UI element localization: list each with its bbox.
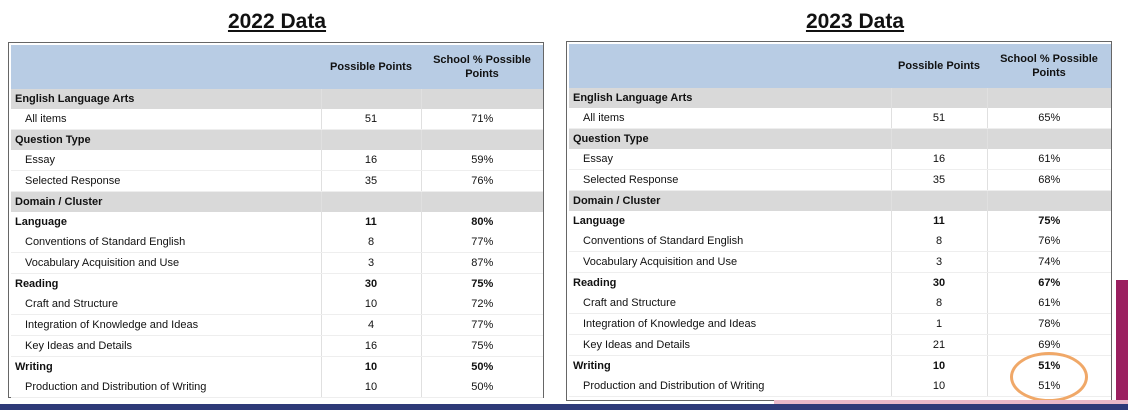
row-school-pct: 68% xyxy=(987,170,1111,191)
row-possible-points: 16 xyxy=(321,336,421,357)
row-label: Question Type xyxy=(11,130,321,151)
table-panel-2022 xyxy=(8,42,544,398)
table-row xyxy=(11,377,543,398)
row-school-pct: 72% xyxy=(421,294,543,315)
subtotal-row xyxy=(11,212,543,232)
row-school-pct: 77% xyxy=(421,315,543,336)
category-row xyxy=(569,191,1111,212)
header-blank xyxy=(569,44,891,88)
row-school-pct xyxy=(987,129,1111,150)
row-label: All items xyxy=(11,109,321,130)
row-possible-points: 21 xyxy=(891,335,987,356)
subtotal-row xyxy=(11,357,543,378)
table-row xyxy=(569,293,1111,314)
row-label: Language xyxy=(569,211,891,231)
row-school-pct: 77% xyxy=(421,232,543,253)
row-school-pct: 74% xyxy=(987,252,1111,273)
row-school-pct: 76% xyxy=(987,231,1111,252)
row-possible-points xyxy=(321,89,421,109)
heading-2022: 2022 Data xyxy=(227,10,327,33)
decorative-accent xyxy=(1116,280,1128,404)
category-row xyxy=(11,89,543,109)
table-row xyxy=(569,335,1111,356)
row-school-pct: 71% xyxy=(421,109,543,130)
row-school-pct: 75% xyxy=(421,336,543,357)
row-label: Production and Distribution of Writing xyxy=(569,376,891,397)
row-possible-points: 4 xyxy=(321,315,421,336)
table-row xyxy=(11,315,543,336)
row-possible-points: 11 xyxy=(891,211,987,231)
row-label: Vocabulary Acquisition and Use xyxy=(11,253,321,274)
table-panel-2023 xyxy=(566,41,1112,401)
row-possible-points: 35 xyxy=(321,171,421,192)
row-label: Reading xyxy=(569,273,891,294)
row-possible-points: 16 xyxy=(321,150,421,171)
row-possible-points: 16 xyxy=(891,149,987,170)
table-body-2022 xyxy=(11,89,543,398)
header-possible-points: Possible Points xyxy=(321,45,421,89)
table-row xyxy=(569,149,1111,170)
row-possible-points: 1 xyxy=(891,314,987,335)
table-row xyxy=(569,108,1111,129)
category-row xyxy=(11,192,543,213)
row-school-pct: 75% xyxy=(471,278,494,290)
row-label: Language xyxy=(11,212,321,232)
row-school-pct xyxy=(987,88,1111,108)
row-school-pct: 87% xyxy=(421,253,543,274)
table-row xyxy=(11,150,543,171)
row-possible-points: 35 xyxy=(891,170,987,191)
row-school-pct xyxy=(421,89,543,109)
row-label: Writing xyxy=(569,356,891,377)
row-school-pct: 76% xyxy=(421,171,543,192)
highlight-circle xyxy=(1010,352,1088,402)
row-possible-points: 30 xyxy=(321,274,421,295)
table-row xyxy=(569,231,1111,252)
row-school-pct: 65% xyxy=(987,108,1111,129)
table-header-row xyxy=(11,45,543,89)
row-possible-points xyxy=(321,130,421,151)
row-possible-points: 11 xyxy=(321,212,421,232)
row-school-pct xyxy=(421,192,543,213)
row-school-pct: 61% xyxy=(987,293,1111,314)
category-row xyxy=(11,130,543,151)
row-label: Integration of Knowledge and Ideas xyxy=(11,315,321,336)
category-row xyxy=(569,88,1111,108)
row-label: Essay xyxy=(569,149,891,170)
results-table-2023 xyxy=(569,44,1111,397)
row-school-pct: 50% xyxy=(421,377,543,398)
row-school-pct: 75% xyxy=(1038,215,1061,227)
table-row xyxy=(569,252,1111,273)
row-possible-points: 10 xyxy=(321,357,421,378)
table-row xyxy=(11,232,543,253)
row-possible-points xyxy=(891,129,987,150)
table-row xyxy=(569,170,1111,191)
row-label: Reading xyxy=(11,274,321,295)
row-school-pct: 78% xyxy=(987,314,1111,335)
row-school-pct: 59% xyxy=(421,150,543,171)
row-label: Selected Response xyxy=(569,170,891,191)
row-possible-points: 10 xyxy=(321,377,421,398)
row-possible-points: 10 xyxy=(891,376,987,397)
row-possible-points: 51 xyxy=(321,109,421,130)
heading-2023: 2023 Data xyxy=(805,10,905,33)
header-school-pct: School % Possible Points xyxy=(987,44,1111,88)
subtotal-row xyxy=(569,211,1111,231)
row-possible-points: 3 xyxy=(321,253,421,274)
table-row xyxy=(11,109,543,130)
row-label: Production and Distribution of Writing xyxy=(11,377,321,398)
table-header-row xyxy=(569,44,1111,88)
row-label: Vocabulary Acquisition and Use xyxy=(569,252,891,273)
row-label: Integration of Knowledge and Ideas xyxy=(569,314,891,335)
subtotal-row xyxy=(11,274,543,295)
table-row xyxy=(11,294,543,315)
row-label: Conventions of Standard English xyxy=(11,232,321,253)
row-possible-points: 8 xyxy=(891,293,987,314)
results-table-2022 xyxy=(11,45,543,398)
table-body-2023 xyxy=(569,88,1111,397)
header-blank xyxy=(11,45,321,89)
row-possible-points: 30 xyxy=(891,273,987,294)
table-row xyxy=(11,253,543,274)
row-possible-points: 3 xyxy=(891,252,987,273)
row-possible-points: 10 xyxy=(321,294,421,315)
header-possible-points: Possible Points xyxy=(891,44,987,88)
row-possible-points xyxy=(891,88,987,108)
row-possible-points: 8 xyxy=(891,231,987,252)
row-label: Domain / Cluster xyxy=(569,191,891,212)
row-label: Craft and Structure xyxy=(569,293,891,314)
table-row xyxy=(11,171,543,192)
row-school-pct: 61% xyxy=(987,149,1111,170)
row-possible-points: 51 xyxy=(891,108,987,129)
row-label: English Language Arts xyxy=(569,88,891,108)
row-school-pct: 51% xyxy=(1038,360,1061,372)
row-label: All items xyxy=(569,108,891,129)
header-school-pct: School % Possible Points xyxy=(421,45,543,89)
row-school-pct xyxy=(421,130,543,151)
row-school-pct: 50% xyxy=(471,361,494,373)
row-label: Domain / Cluster xyxy=(11,192,321,213)
row-school-pct: 80% xyxy=(471,216,494,228)
row-label: Essay xyxy=(11,150,321,171)
subtotal-row xyxy=(569,273,1111,294)
row-label: Key Ideas and Details xyxy=(11,336,321,357)
table-row xyxy=(569,314,1111,335)
row-label: Writing xyxy=(11,357,321,378)
bottom-bar xyxy=(0,404,1128,410)
row-label: Selected Response xyxy=(11,171,321,192)
row-school-pct: 69% xyxy=(987,335,1111,356)
row-label: Key Ideas and Details xyxy=(569,335,891,356)
row-school-pct xyxy=(987,191,1111,212)
row-label: Conventions of Standard English xyxy=(569,231,891,252)
table-row xyxy=(11,336,543,357)
row-school-pct: 67% xyxy=(1038,277,1061,289)
category-row xyxy=(569,129,1111,150)
row-possible-points xyxy=(321,192,421,213)
row-school-pct: 51% xyxy=(987,376,1111,397)
row-possible-points xyxy=(891,191,987,212)
row-label: Craft and Structure xyxy=(11,294,321,315)
row-label: English Language Arts xyxy=(11,89,321,109)
row-possible-points: 10 xyxy=(891,356,987,377)
row-label: Question Type xyxy=(569,129,891,150)
row-possible-points: 8 xyxy=(321,232,421,253)
